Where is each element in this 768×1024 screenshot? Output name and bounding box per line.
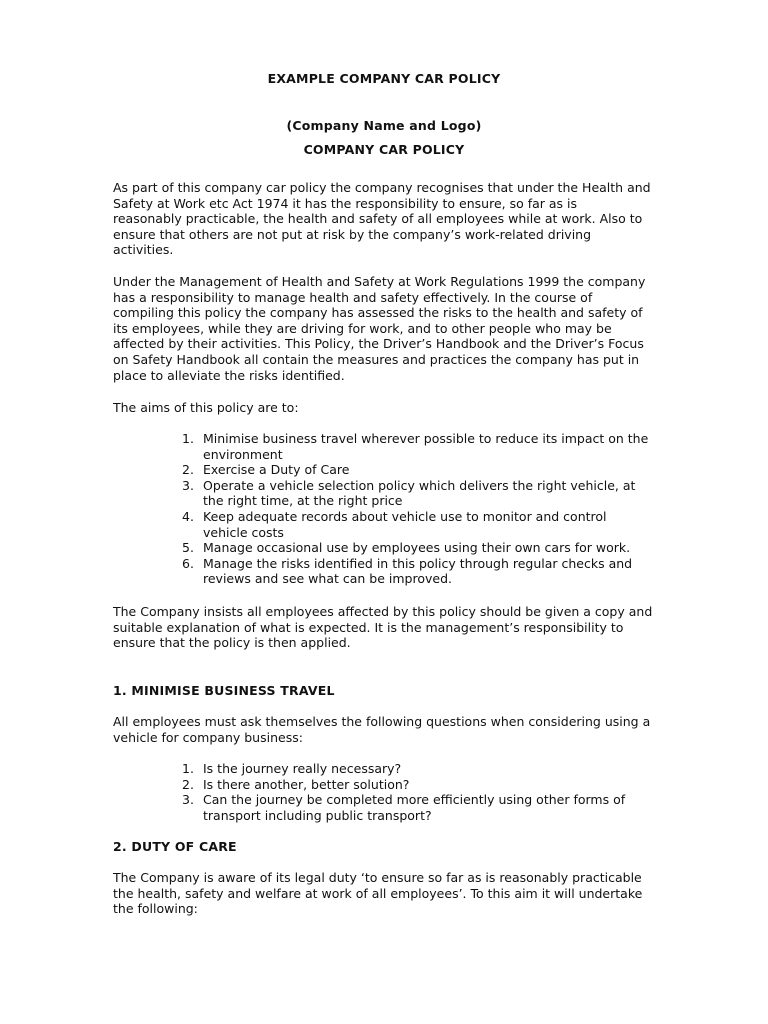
list-item-text: Can the journey be completed more efficiently using other forms of transport including public transport?	[203, 792, 626, 823]
list-item-number: 4.	[182, 508, 194, 524]
list-item-text: Manage occasional use by employees using their own cars for work.	[203, 540, 631, 556]
list-item	[182, 509, 662, 540]
list-item-text: Is there another, better solution?	[203, 776, 410, 792]
list-item	[182, 777, 662, 793]
list-item-number: 3.	[182, 477, 194, 493]
intro-paragraph-2: Under the Management of Health and Safety at Work Regulations 1999 the company has a responsibility to manage health and safety effectively. In the course of compiling this policy the company has assessed the risks to the health and safety of its employees, while they are driving for work, and to other people who may be affected by their activities. This Policy, the Driver’s Handbook and the Driver’s Focus on Safety Handbook all contain the measures and practices the company has put in place to alleviate the risks identified.	[113, 274, 646, 383]
list-item-text: Manage the risks identified in this policy through regular checks and reviews and see what can be improved.	[203, 555, 633, 587]
list-item-number: 3.	[182, 792, 194, 808]
aims-intro: The aims of this policy are to:	[113, 400, 299, 415]
section-2-heading: 2. DUTY OF CARE	[113, 839, 237, 854]
list-item-number: 5.	[182, 540, 194, 556]
section-2-intro: The Company is aware of its legal duty ‘to ensure so far as is reasonably practicable the health, safety and welfare at work of all employees’. To this aim it will undertake the following:	[113, 870, 643, 917]
company-name-logo-placeholder: (Company Name and Logo)	[286, 118, 482, 133]
document-title: EXAMPLE COMPANY CAR POLICY	[267, 71, 501, 86]
list-item-text: Is the journey really necessary?	[203, 761, 402, 776]
section-1-questions-list	[182, 761, 662, 823]
list-item-number: 1.	[182, 431, 194, 446]
section-1-intro: All employees must ask themselves the following questions when considering using a vehicle for company business:	[113, 714, 651, 745]
document-subtitle: COMPANY CAR POLICY	[303, 142, 465, 157]
insist-paragraph: The Company insists all employees affected by this policy should be given a copy and suitable explanation of what is expected. It is the management’s responsibility to ensure that the policy is then applied.	[113, 604, 653, 651]
list-item-number: 1.	[182, 761, 194, 776]
intro-paragraph-1: As part of this company car policy the company recognises that under the Health and Safety at Work etc Act 1974 it has the responsibility to ensure, so far as is reasonably practicable, the health and safety of all employees while at work. Also to ensure that others are not put at risk by the company’s work-related driving activities.	[113, 180, 651, 258]
list-item-number: 2.	[182, 462, 194, 478]
list-item	[182, 478, 662, 509]
list-item-text: Exercise a Duty of Care	[203, 462, 350, 478]
list-item-number: 2.	[182, 776, 194, 792]
list-item-text: Minimise business travel wherever possible to reduce its impact on the environment	[203, 431, 649, 462]
list-item	[182, 556, 662, 587]
aims-list	[182, 431, 662, 587]
list-item-text: Keep adequate records about vehicle use to monitor and control vehicle costs	[203, 508, 607, 540]
list-item	[182, 761, 662, 777]
list-item-text: Operate a vehicle selection policy which delivers the right vehicle, at the right time, at the right price	[203, 477, 636, 509]
list-item	[182, 462, 662, 478]
list-item	[182, 431, 662, 462]
list-item	[182, 540, 662, 556]
section-1-heading: 1. MINIMISE BUSINESS TRAVEL	[113, 683, 335, 698]
list-item	[182, 792, 662, 823]
list-item-number: 6.	[182, 555, 194, 571]
